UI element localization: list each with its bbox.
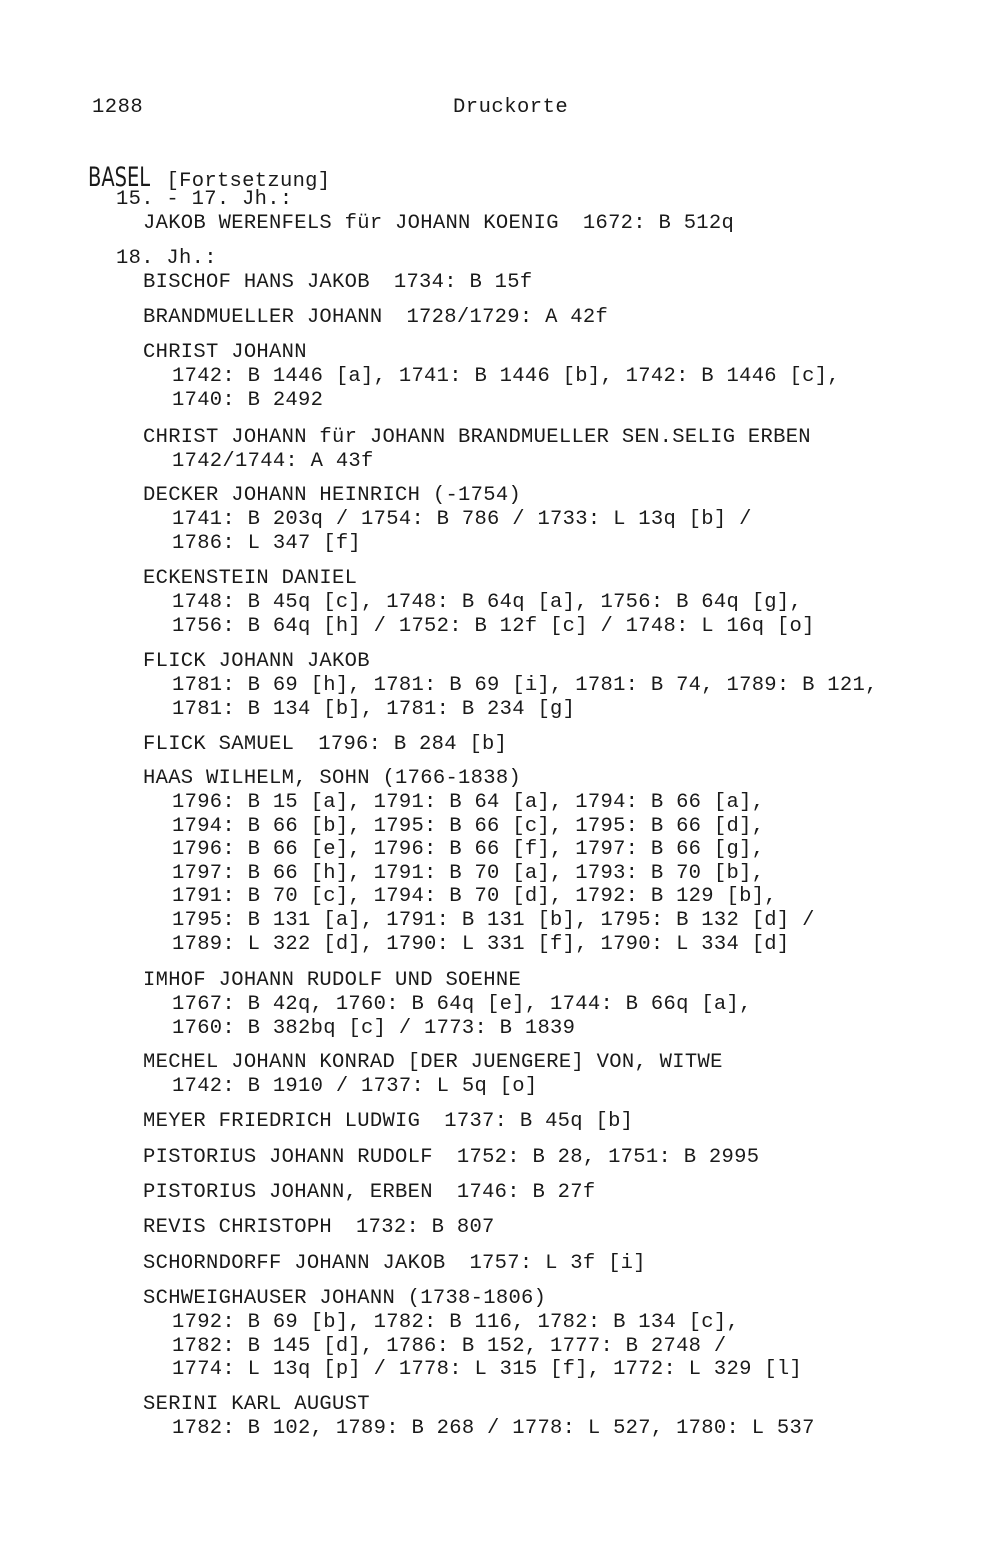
printer-entry [143, 1146, 983, 1170]
inline-references: 1757: L 3f [i] [469, 1252, 646, 1275]
reference-line: 1789: L 322 [d], 1790: L 331 [f], 1790: L 334 [d] [172, 932, 790, 956]
inline-references: 1734: B 15f [393, 271, 533, 294]
printer-name: CHRIST JOHANN für JOHANN BRANDMUELLER SEN.SELIG ERBEN [143, 426, 811, 449]
printer-entry [143, 341, 983, 412]
printer-name: PISTORIUS JOHANN RUDOLF [143, 1146, 433, 1169]
printer-name: DECKER JOHANN HEINRICH (-1754) [143, 484, 522, 507]
running-head: Druckorte [453, 96, 569, 119]
reference-line: 1742: B 1446 [a], 1741: B 1446 [b], 1742: B 1446 [c], [172, 365, 840, 388]
reference-line: 1760: B 382bq [c] / 1773: B 1839 [172, 1016, 576, 1040]
inline-references: 1732: B 807 [356, 1216, 495, 1239]
inline-references: 1672: B 512q [582, 212, 735, 235]
printer-name: PISTORIUS JOHANN, ERBEN [143, 1181, 433, 1204]
printer-entry [143, 306, 983, 330]
printer-entry [143, 969, 983, 1040]
city-name: BASEL [88, 162, 151, 193]
reference-line: 1767: B 42q, 1760: B 64q [e], 1744: B 66q [a], [172, 993, 752, 1016]
reference-line: 1786: L 347 [f] [172, 531, 362, 555]
printer-name: JAKOB WERENFELS für JOHANN KOENIG [143, 212, 559, 235]
reference-line: 1740: B 2492 [172, 388, 324, 412]
reference-line: 1791: B 70 [c], 1794: B 70 [d], 1792: B 129 [b], [172, 885, 777, 909]
printer-entry [143, 1110, 983, 1134]
printer-name: SCHORNDORFF JOHANN JAKOB [143, 1252, 446, 1275]
printer-entry [143, 426, 983, 474]
reference-line: 1742: B 1910 / 1737: L 5q [o] [172, 1075, 538, 1098]
reference-line: 1781: B 69 [h], 1781: B 69 [i], 1781: B 74, 1789: B 121, [172, 674, 878, 697]
reference-line: 1782: B 145 [d], 1786: B 152, 1777: B 2748 / [172, 1334, 727, 1358]
inline-references: 1728/1729: A 42f [406, 306, 609, 329]
printer-entry [143, 733, 983, 757]
printer-name: SCHWEIGHAUSER JOHANN (1738-1806) [143, 1287, 547, 1310]
printer-entry [143, 1393, 983, 1441]
reference-line: 1794: B 66 [b], 1795: B 66 [c], 1795: B 66 [d], [172, 814, 765, 838]
reference-line: 1774: L 13q [p] / 1778: L 315 [f], 1772: L 329 [l] [172, 1358, 803, 1382]
reference-line: 1742/1744: A 43f [172, 450, 374, 473]
city-note: [Fortsetzung] [166, 170, 331, 193]
printer-name: BISCHOF HANS JAKOB [143, 271, 370, 294]
reference-line: 1796: B 15 [a], 1791: B 64 [a], 1794: B 66 [a], [172, 791, 765, 814]
printer-name: MECHEL JOHANN KONRAD [DER JUENGERE] VON, WITWE [143, 1051, 723, 1074]
reference-line: 1797: B 66 [h], 1791: B 70 [a], 1793: B 70 [b], [172, 861, 765, 885]
reference-line: 1741: B 203q / 1754: B 786 / 1733: L 13q [b] / [172, 508, 752, 531]
printer-entry [143, 567, 983, 638]
printer-name: CHRIST JOHANN [143, 341, 307, 364]
printer-name: HAAS WILHELM, SOHN (1766-1838) [143, 767, 522, 790]
reference-line: 1792: B 69 [b], 1782: B 116, 1782: B 134 [c], [172, 1311, 740, 1334]
reference-line: 1781: B 134 [b], 1781: B 234 [g] [172, 697, 576, 721]
page-number: 1288 [92, 96, 144, 119]
inline-references: 1796: B 284 [b] [318, 733, 508, 756]
printer-entry [143, 484, 983, 555]
inline-references: 1746: B 27f [456, 1181, 596, 1204]
printer-name: MEYER FRIEDRICH LUDWIG [143, 1110, 421, 1133]
reference-line: 1756: B 64q [h] / 1752: B 12f [c] / 1748: L 16q [o] [172, 614, 815, 638]
printer-name: FLICK JOHANN JAKOB [143, 650, 370, 673]
printer-name: IMHOF JOHANN RUDOLF UND SOEHNE [143, 969, 522, 992]
printer-name: REVIS CHRISTOPH [143, 1216, 333, 1239]
inline-references: 1752: B 28, 1751: B 2995 [456, 1146, 760, 1169]
reference-line: 1748: B 45q [c], 1748: B 64q [a], 1756: B 64q [g], [172, 591, 803, 614]
reference-line: 1795: B 131 [a], 1791: B 131 [b], 1795: B 132 [d] / [172, 908, 815, 932]
printer-name: ECKENSTEIN DANIEL [143, 567, 358, 590]
printer-name: FLICK SAMUEL [143, 733, 295, 756]
reference-line: 1796: B 66 [e], 1796: B 66 [f], 1797: B 66 [g], [172, 838, 765, 862]
printer-name: BRANDMUELLER JOHANN [143, 306, 383, 329]
printer-entry [143, 212, 983, 236]
printer-entry [143, 271, 983, 295]
printer-entry [143, 650, 983, 721]
printer-entry [143, 1181, 983, 1205]
printer-entry [143, 1287, 983, 1382]
period-label: 15. - 17. Jh.: [116, 188, 293, 211]
inline-references: 1737: B 45q [b] [444, 1110, 634, 1133]
printer-name: SERINI KARL AUGUST [143, 1393, 370, 1416]
printer-entry [143, 767, 983, 956]
reference-line: 1782: B 102, 1789: B 268 / 1778: L 527, 1780: L 537 [172, 1417, 815, 1440]
printer-entry [143, 1051, 983, 1099]
printer-entry [143, 1252, 983, 1276]
printer-entry [143, 1216, 983, 1240]
period-label: 18. Jh.: [116, 247, 217, 270]
